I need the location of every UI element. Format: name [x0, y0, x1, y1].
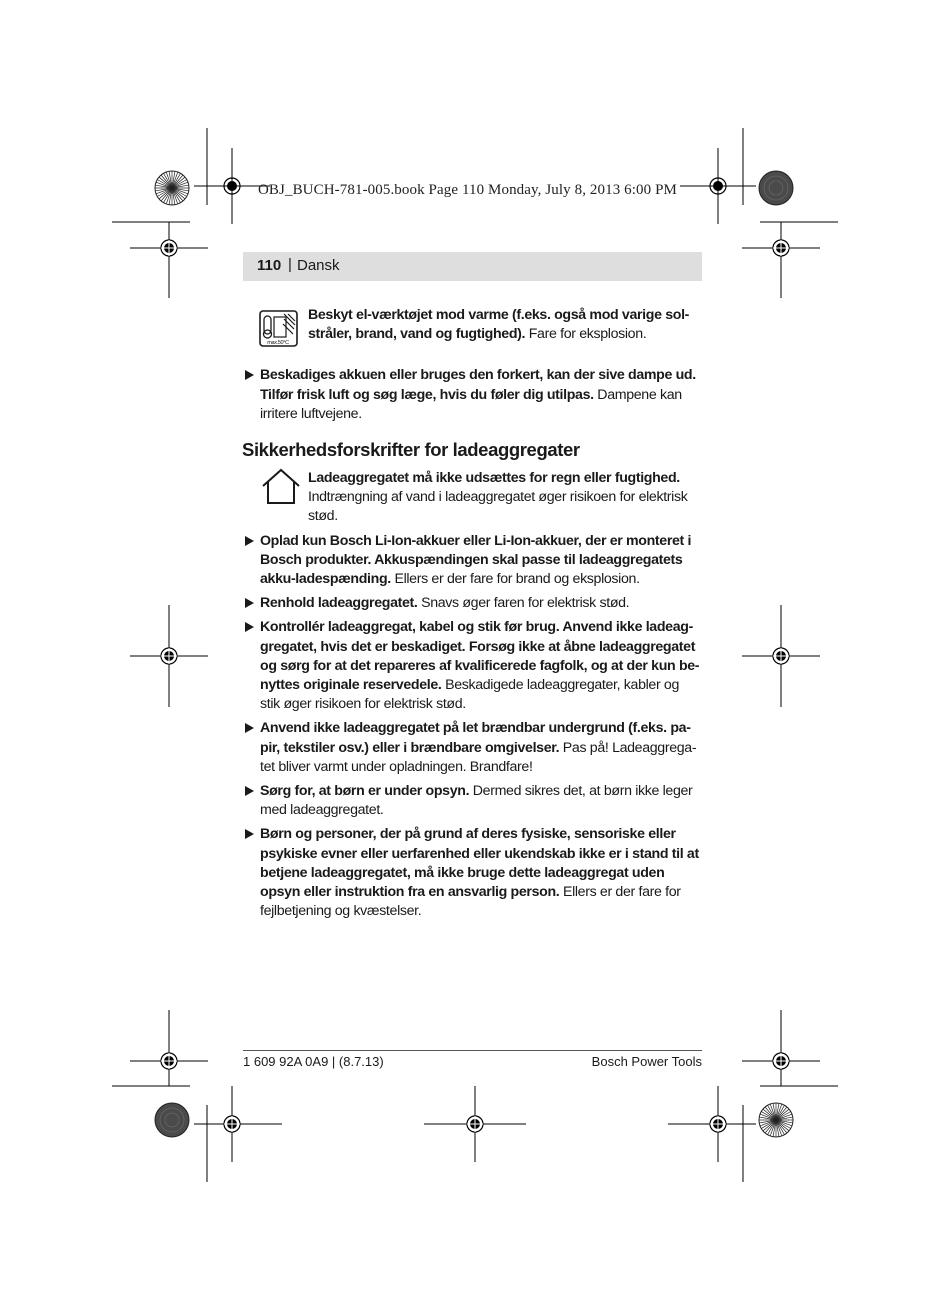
registration-starburst: [759, 1103, 793, 1137]
document-code: 1 609 92A 0A9 | (8.7.13): [243, 1054, 384, 1069]
list-item: Oplad kun Bosch Li-Ion-akkuer eller Li-Ion-akkuer, der er monteret i Bosch produkter. Akkuspændingen skal passe til ladeaggregatets akku-ladespænding. Ellers er der fare for brand og eksplosion.: [243, 532, 702, 590]
rain-warning: [243, 469, 702, 527]
list-item: Kontrollér ladeaggregat, kabel og stik før brug. Anvend ikke ladeaggregatet, hvis det er beskadiget. Forsøg ikke at åbne ladeaggregatet og sørg for at det repareres af kvalificerede fagfolk, og at der kun benyttes originale reservedele. Beskadigede ladeaggregater, kabler og stik øger risikoen for elektrisk stød.: [243, 618, 702, 714]
rain-warning-text: Indtrængning af vand i ladeaggregatet øger risikoen for elektrisk stød.: [308, 489, 688, 525]
brand-name: Bosch Power Tools: [591, 1054, 702, 1069]
heat-protection-icon: [259, 310, 299, 354]
heat-warning: [243, 306, 702, 344]
section-title: Sikkerhedsforskrifter for ladeaggregater: [242, 439, 580, 461]
language-label: Dansk: [297, 257, 340, 274]
bullet-triangle-icon: [245, 829, 254, 839]
page-header: [243, 252, 702, 281]
list-item: Børn og personer, der på grund af deres fysiske, sensoriske eller psykiske evner eller uerfarenhed eller ukendskab ikke er i stand til at betjene ladeaggregatet, må ikke bruge dette ladeaggregat uden opsyn eller instruktion fra en ansvarlig person. Ellers er der fare for fejlbetjening og kvæstelser.: [243, 825, 702, 921]
registration-starburst: [155, 171, 189, 205]
bullet-triangle-icon: [245, 536, 254, 546]
page-footer: [243, 1050, 702, 1069]
list-item: Sørg for, at børn er under opsyn. Dermed sikres det, at børn ikke leger med ladeaggregatet.: [243, 782, 702, 820]
bullet-triangle-icon: [245, 598, 254, 608]
bullet-triangle-icon: [245, 622, 254, 632]
bullet-triangle-icon: [245, 370, 254, 380]
list-item: Renhold ladeaggregatet. Snavs øger faren for elektrisk stød.: [243, 594, 702, 613]
heat-warning-bold: Beskyt el-værktøjet mod varme (f.eks. også mod varige solstråler, brand, vand og fugtighed).: [308, 307, 690, 343]
bullet-triangle-icon: [245, 723, 254, 733]
list-item: Beskadiges akkuen eller bruges den forkert, kan der sive dampe ud. Tilfør frisk luft og søg læge, hvis du føler dig utilpas. Dampene kan irritere luftvejene.: [243, 366, 702, 424]
svg-text:max.50°C: max.50°C: [267, 340, 289, 346]
page-content: [243, 306, 702, 921]
page-number: 110: [257, 257, 282, 274]
print-slug-line: OBJ_BUCH-781-005.book Page 110 Monday, July 8, 2013 6:00 PM: [258, 182, 677, 198]
rain-warning-bold: Ladeaggregatet må ikke udsættes for regn eller fugtighed.: [308, 470, 680, 487]
bullet-triangle-icon: [245, 786, 254, 796]
header-separator: |: [288, 256, 292, 273]
list-item: Anvend ikke ladeaggregatet på let brændbar undergrund (f.eks. papir, tekstiler osv.) eller i brændbare omgivelser. Pas på! Ladeaggregatet bliver varmt under opladningen. Brandfare!: [243, 719, 702, 777]
heat-warning-text: Fare for eksplosion.: [525, 326, 647, 343]
house-icon: [261, 467, 301, 513]
